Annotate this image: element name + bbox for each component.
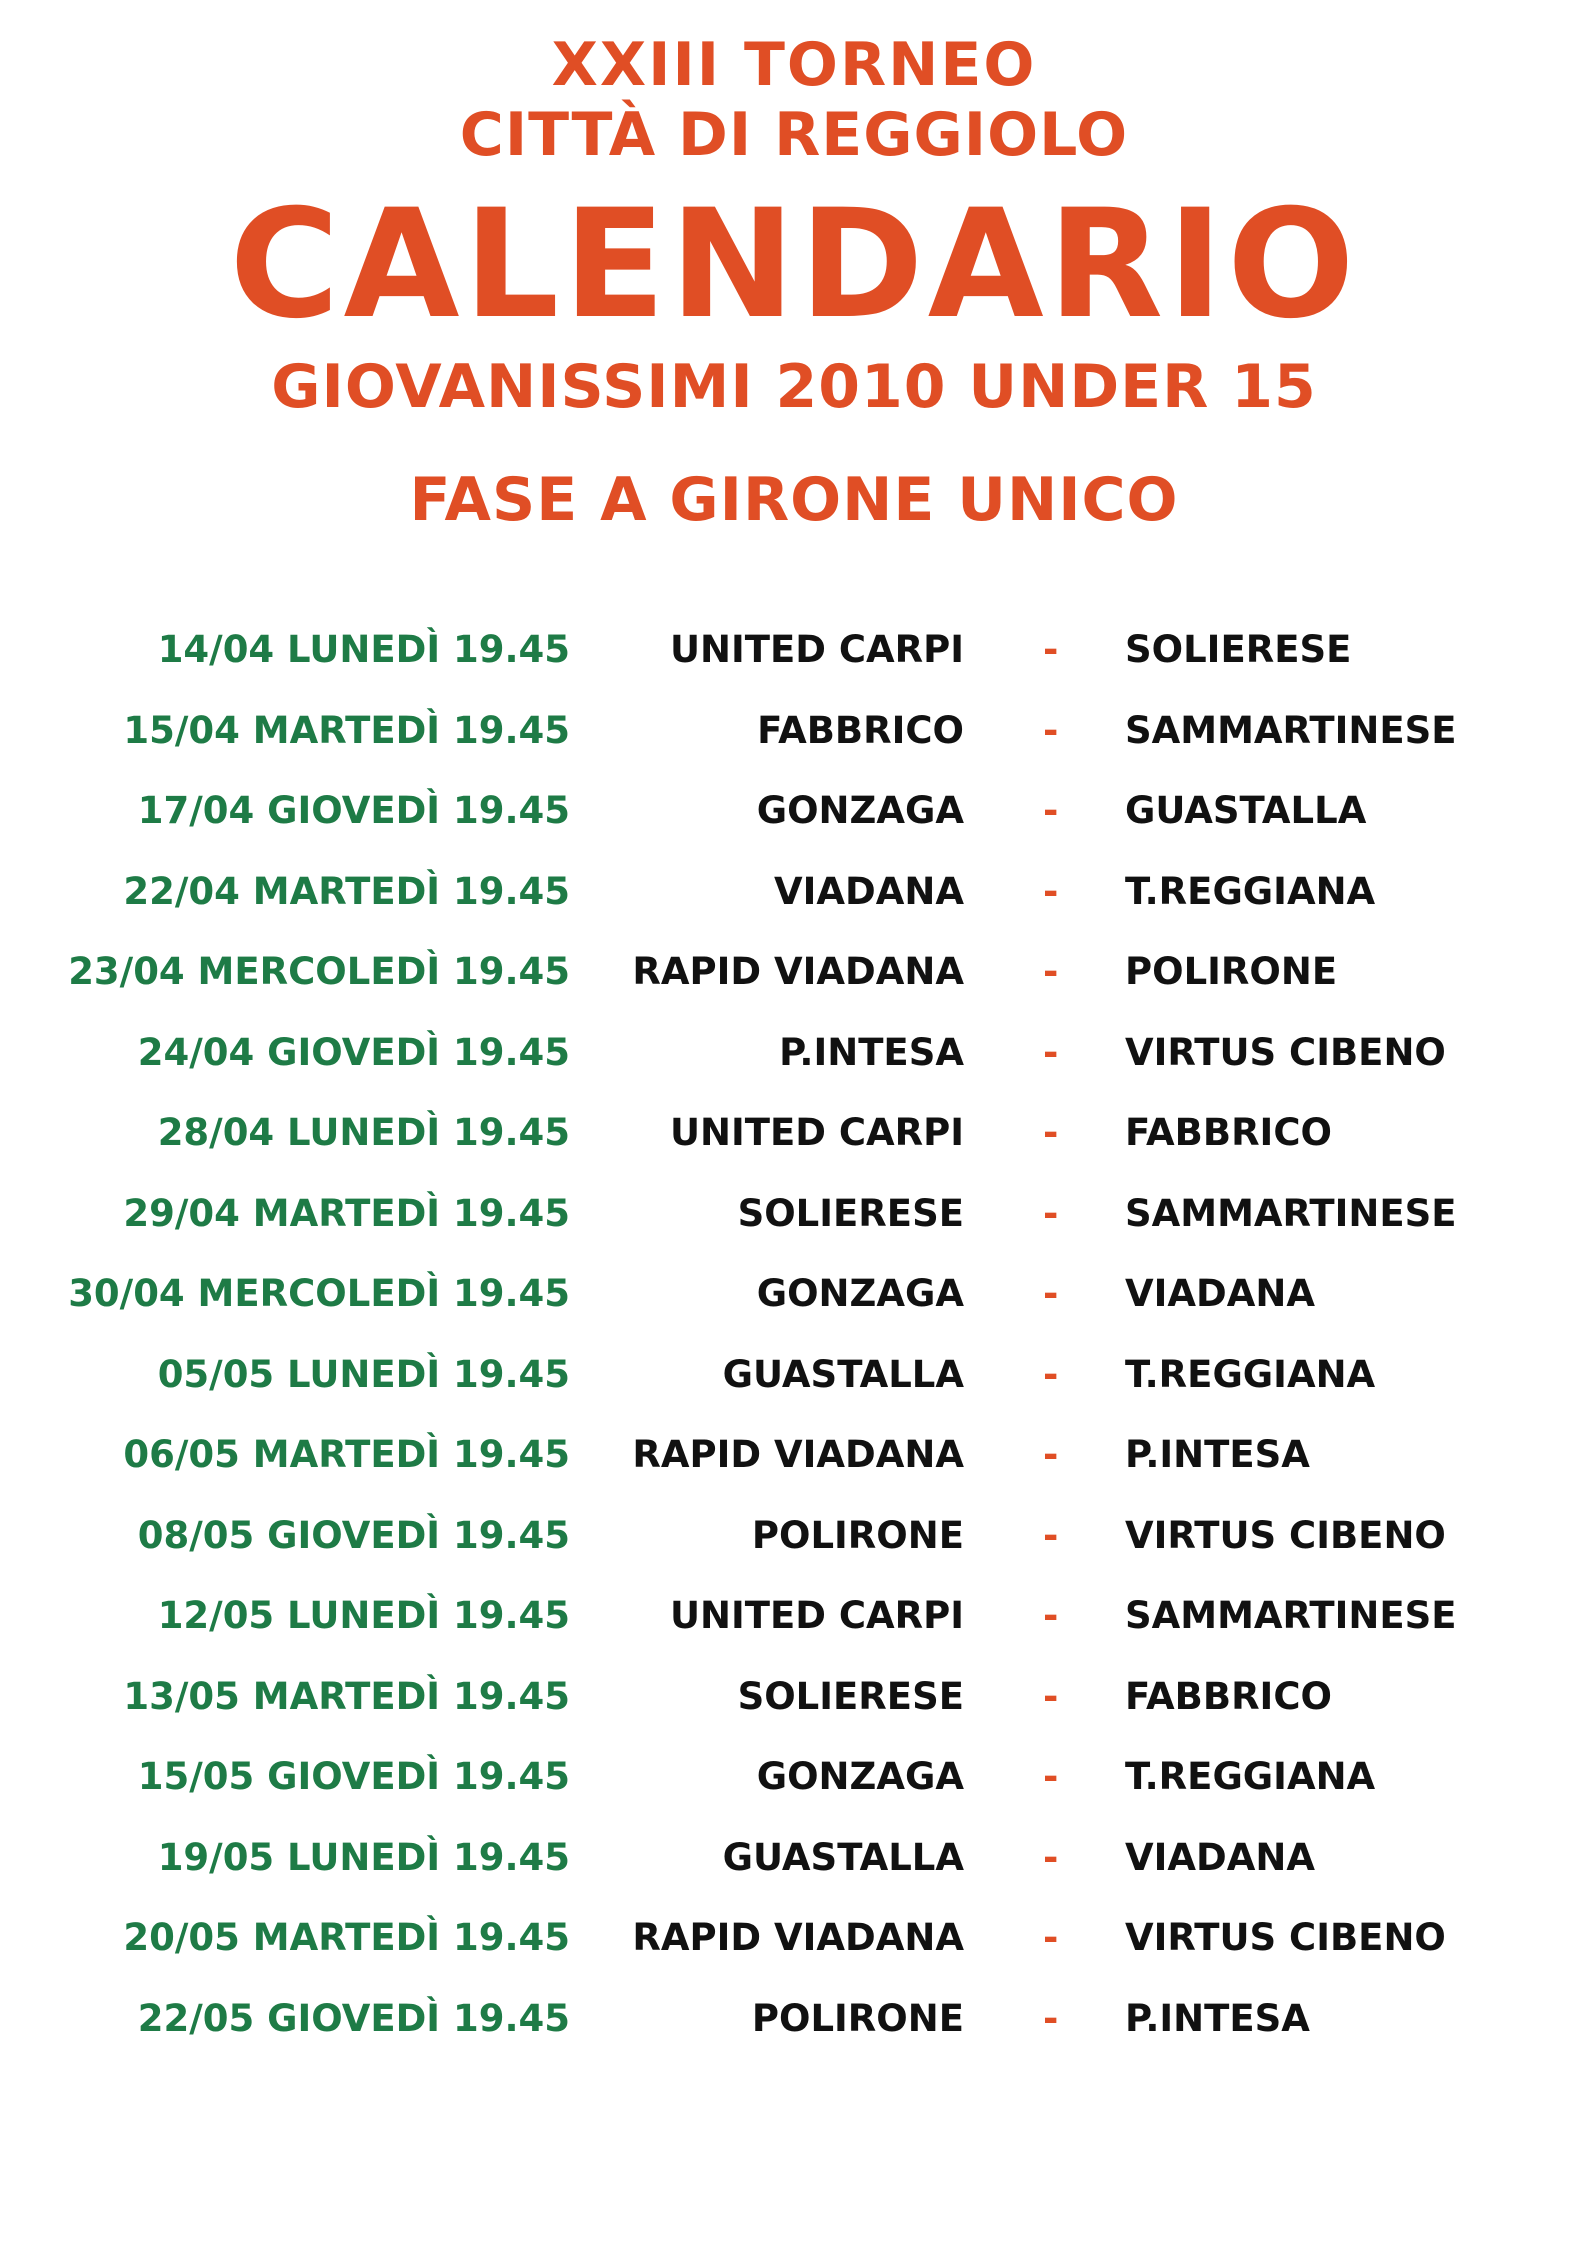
away-team: VIRTUS CIBENO xyxy=(1125,1030,1446,1074)
match-row xyxy=(0,701,1588,782)
home-team: VIADANA xyxy=(774,869,964,913)
match-date: 13/05 MARTEDÌ 19.45 xyxy=(123,1674,570,1718)
match-separator: - xyxy=(1043,1513,1059,1557)
match-separator: - xyxy=(1043,869,1059,913)
match-separator: - xyxy=(1043,628,1059,671)
match-separator: - xyxy=(1043,789,1059,832)
away-team: T.REGGIANA xyxy=(1125,869,1376,913)
home-team: POLIRONE xyxy=(751,1513,964,1557)
home-team: SOLIERESE xyxy=(737,1674,964,1718)
match-row xyxy=(0,1989,1588,2070)
match-schedule xyxy=(0,620,1588,2069)
away-team: FABBRICO xyxy=(1125,1111,1332,1154)
match-separator: - xyxy=(1043,1996,1059,2040)
category-subtitle: GIOVANISSIMI 2010 UNDER 15 xyxy=(271,352,1317,422)
match-row xyxy=(0,1908,1588,1989)
match-date: 15/05 GIOVEDÌ 19.45 xyxy=(137,1755,570,1798)
home-team: POLIRONE xyxy=(751,1996,964,2040)
match-date: 22/04 MARTEDÌ 19.45 xyxy=(123,869,570,913)
page-title: CALENDARIO xyxy=(229,178,1359,352)
away-team: GUASTALLA xyxy=(1125,789,1367,832)
tournament-edition: XXIII TORNEO xyxy=(551,30,1037,100)
away-team: P.INTESA xyxy=(1125,1996,1310,2040)
match-separator: - xyxy=(1043,1674,1059,1718)
home-team: P.INTESA xyxy=(779,1030,964,1074)
match-row xyxy=(0,1103,1588,1184)
match-date: 30/04 MERCOLEDÌ 19.45 xyxy=(68,1272,570,1315)
match-separator: - xyxy=(1043,1191,1059,1235)
match-date: 14/04 LUNEDÌ 19.45 xyxy=(157,628,570,671)
match-date: 28/04 LUNEDÌ 19.45 xyxy=(157,1111,570,1154)
home-team: RAPID VIADANA xyxy=(632,950,964,993)
home-team: GONZAGA xyxy=(756,1272,964,1315)
match-row xyxy=(0,1264,1588,1345)
home-team: GUASTALLA xyxy=(722,1352,964,1396)
tournament-location: CITTÀ DI REGGIOLO xyxy=(459,100,1129,170)
phase-subtitle: FASE A GIRONE UNICO xyxy=(409,465,1179,535)
match-date: 05/05 LUNEDÌ 19.45 xyxy=(157,1352,570,1396)
away-team: POLIRONE xyxy=(1125,950,1338,993)
home-team: SOLIERESE xyxy=(737,1191,964,1235)
match-date: 08/05 GIOVEDÌ 19.45 xyxy=(137,1513,570,1557)
match-row xyxy=(0,1425,1588,1506)
match-row xyxy=(0,1023,1588,1104)
home-team: GUASTALLA xyxy=(722,1835,964,1879)
match-separator: - xyxy=(1043,1433,1059,1476)
match-date: 17/04 GIOVEDÌ 19.45 xyxy=(137,789,570,832)
away-team: VIRTUS CIBENO xyxy=(1125,1916,1446,1959)
home-team: RAPID VIADANA xyxy=(632,1916,964,1959)
home-team: GONZAGA xyxy=(756,789,964,832)
away-team: SAMMARTINESE xyxy=(1125,708,1457,752)
match-row xyxy=(0,942,1588,1023)
away-team: P.INTESA xyxy=(1125,1433,1310,1476)
match-date: 22/05 GIOVEDÌ 19.45 xyxy=(137,1996,570,2040)
away-team: VIADANA xyxy=(1125,1835,1315,1879)
match-row xyxy=(0,620,1588,701)
match-row xyxy=(0,781,1588,862)
away-team: FABBRICO xyxy=(1125,1674,1332,1718)
match-row xyxy=(0,1828,1588,1909)
match-separator: - xyxy=(1043,1916,1059,1959)
match-separator: - xyxy=(1043,1755,1059,1798)
match-separator: - xyxy=(1043,1352,1059,1396)
match-row xyxy=(0,1184,1588,1265)
home-team: UNITED CARPI xyxy=(669,1111,964,1154)
away-team: VIADANA xyxy=(1125,1272,1315,1315)
match-date: 19/05 LUNEDÌ 19.45 xyxy=(157,1835,570,1879)
match-date: 23/04 MERCOLEDÌ 19.45 xyxy=(68,950,570,993)
home-team: GONZAGA xyxy=(756,1755,964,1798)
match-row xyxy=(0,862,1588,943)
home-team: RAPID VIADANA xyxy=(632,1433,964,1476)
away-team: SAMMARTINESE xyxy=(1125,1191,1457,1235)
home-team: FABBRICO xyxy=(757,708,964,752)
match-date: 15/04 MARTEDÌ 19.45 xyxy=(123,708,570,752)
home-team: UNITED CARPI xyxy=(669,628,964,671)
away-team: T.REGGIANA xyxy=(1125,1755,1376,1798)
match-separator: - xyxy=(1043,950,1059,993)
match-separator: - xyxy=(1043,1594,1059,1637)
away-team: VIRTUS CIBENO xyxy=(1125,1513,1446,1557)
match-row xyxy=(0,1345,1588,1426)
away-team: SAMMARTINESE xyxy=(1125,1594,1457,1637)
match-row xyxy=(0,1506,1588,1587)
away-team: T.REGGIANA xyxy=(1125,1352,1376,1396)
match-separator: - xyxy=(1043,1272,1059,1315)
match-separator: - xyxy=(1043,708,1059,752)
match-separator: - xyxy=(1043,1835,1059,1879)
match-date: 20/05 MARTEDÌ 19.45 xyxy=(123,1916,570,1959)
match-date: 29/04 MARTEDÌ 19.45 xyxy=(123,1191,570,1235)
home-team: UNITED CARPI xyxy=(669,1594,964,1637)
match-date: 06/05 MARTEDÌ 19.45 xyxy=(123,1433,570,1476)
match-separator: - xyxy=(1043,1111,1059,1154)
match-row xyxy=(0,1747,1588,1828)
match-date: 24/04 GIOVEDÌ 19.45 xyxy=(137,1030,570,1074)
away-team: SOLIERESE xyxy=(1125,628,1352,671)
match-row xyxy=(0,1667,1588,1748)
match-separator: - xyxy=(1043,1030,1059,1074)
match-date: 12/05 LUNEDÌ 19.45 xyxy=(157,1594,570,1637)
match-row xyxy=(0,1586,1588,1667)
